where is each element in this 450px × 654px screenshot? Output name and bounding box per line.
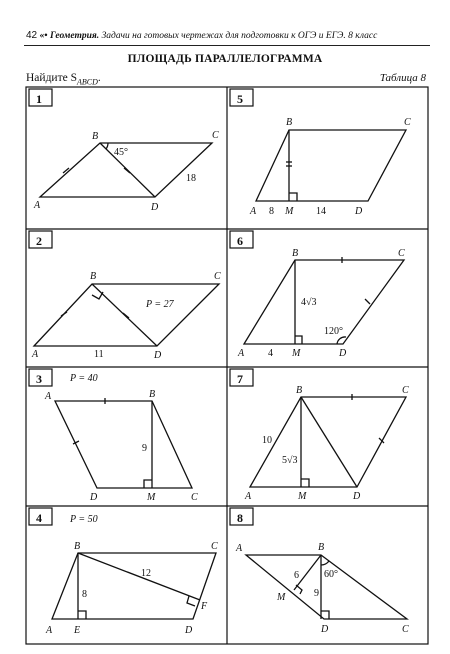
fig2-B: B bbox=[90, 271, 97, 282]
fig3-D: D bbox=[90, 492, 98, 503]
fig3-height: 9 bbox=[142, 443, 147, 454]
figure-1 bbox=[33, 130, 219, 213]
book-subtitle: Задачи на готовых чертежах для подготовки к ОГЭ и ЕГЭ. 8 класс bbox=[101, 31, 378, 41]
fig7-C: C bbox=[402, 385, 409, 396]
task-subscript: ABCD bbox=[76, 77, 98, 87]
fig3-condition: P = 40 bbox=[70, 373, 98, 384]
fig6-B: B bbox=[292, 248, 299, 259]
fig4-F: F bbox=[201, 601, 208, 612]
cell-6-number: 6 bbox=[237, 234, 243, 248]
fig8-A: A bbox=[236, 543, 243, 554]
fig8-am: 6 bbox=[294, 570, 299, 581]
fig2-perimeter: P = 27 bbox=[146, 299, 174, 310]
fig2-C: C bbox=[214, 271, 221, 282]
fig7-bm: 5√3 bbox=[282, 455, 298, 466]
fig7-A: A bbox=[245, 491, 252, 502]
fig3-B: B bbox=[149, 389, 156, 400]
fig6-am: 4 bbox=[268, 348, 273, 359]
fig7-D: D bbox=[353, 491, 361, 502]
task-text: Найдите S bbox=[26, 72, 77, 84]
page-number: 42 bbox=[26, 30, 38, 41]
fig4-D: D bbox=[185, 625, 193, 636]
fig4-B: B bbox=[74, 541, 81, 552]
fig4-A: A bbox=[46, 625, 53, 636]
fig5-am: 8 bbox=[269, 206, 274, 217]
fig6-height: 4√3 bbox=[301, 297, 317, 308]
fig6-C: C bbox=[398, 248, 405, 259]
table-label: Таблица 8 bbox=[379, 72, 426, 84]
fig2-D: D bbox=[154, 350, 162, 361]
fig5-D: D bbox=[355, 206, 363, 217]
fig4-condition: P = 50 bbox=[70, 514, 98, 525]
fig6-angle: 120° bbox=[324, 326, 343, 337]
fig6-A: A bbox=[238, 348, 245, 359]
fig1-angle: 45° bbox=[114, 147, 128, 158]
fig4-height: 8 bbox=[82, 589, 87, 600]
fig5-A: A bbox=[250, 206, 257, 217]
fig2-A: A bbox=[32, 349, 39, 360]
figure-5 bbox=[249, 117, 411, 217]
cell-1-number: 1 bbox=[36, 92, 42, 106]
fig8-M: M bbox=[277, 592, 286, 603]
page-title: ПЛОЩАДЬ ПАРАЛЛЕЛОГРАММА bbox=[127, 53, 323, 65]
cell-8-number: 8 bbox=[237, 511, 243, 525]
fig3-A: A bbox=[45, 391, 52, 402]
table-grid bbox=[26, 87, 428, 644]
fig8-C: C bbox=[402, 624, 409, 635]
fig2-base: 11 bbox=[94, 349, 104, 360]
fig8-B: B bbox=[318, 542, 325, 553]
cell-4-number: 4 bbox=[36, 511, 42, 525]
figure-6 bbox=[237, 248, 405, 359]
fig5-C: C bbox=[404, 117, 411, 128]
fig7-B: B bbox=[296, 385, 303, 396]
book-title: Геометрия. bbox=[49, 31, 100, 41]
fig4-C: C bbox=[211, 541, 218, 552]
fig5-M: M bbox=[285, 206, 294, 217]
cell-numbers bbox=[29, 89, 253, 525]
fig6-M: M bbox=[292, 348, 301, 359]
fig1-D: D bbox=[151, 202, 159, 213]
cell-3-number: 3 bbox=[36, 372, 42, 386]
fig1-B: B bbox=[92, 131, 99, 142]
fig6-D: D bbox=[339, 348, 347, 359]
fig4-E: E bbox=[74, 625, 81, 636]
fig3-C: C bbox=[191, 492, 198, 503]
fig8-angle: 60° bbox=[324, 569, 338, 580]
figure-2 bbox=[31, 271, 221, 361]
cell-2-number: 2 bbox=[36, 234, 42, 248]
fig4-bf: 12 bbox=[141, 568, 151, 579]
fig1-A: A bbox=[34, 200, 41, 211]
fig3-M: M bbox=[147, 492, 156, 503]
figure-7 bbox=[244, 385, 409, 502]
figure-4 bbox=[45, 514, 218, 636]
fig8-bd: 9 bbox=[314, 588, 319, 599]
fig1-C: C bbox=[212, 130, 219, 141]
header-glyph: «• bbox=[39, 31, 48, 41]
figure-3 bbox=[44, 373, 198, 503]
fig5-B: B bbox=[286, 117, 293, 128]
fig8-D: D bbox=[321, 624, 329, 635]
cell-7-number: 7 bbox=[237, 372, 243, 386]
fig7-ab: 10 bbox=[262, 435, 272, 446]
fig5-md: 14 bbox=[316, 206, 326, 217]
task-end: . bbox=[97, 72, 101, 84]
fig1-side: 18 bbox=[186, 173, 196, 184]
figure-8 bbox=[235, 542, 409, 635]
cell-5-number: 5 bbox=[237, 92, 243, 106]
fig7-M: M bbox=[298, 491, 307, 502]
